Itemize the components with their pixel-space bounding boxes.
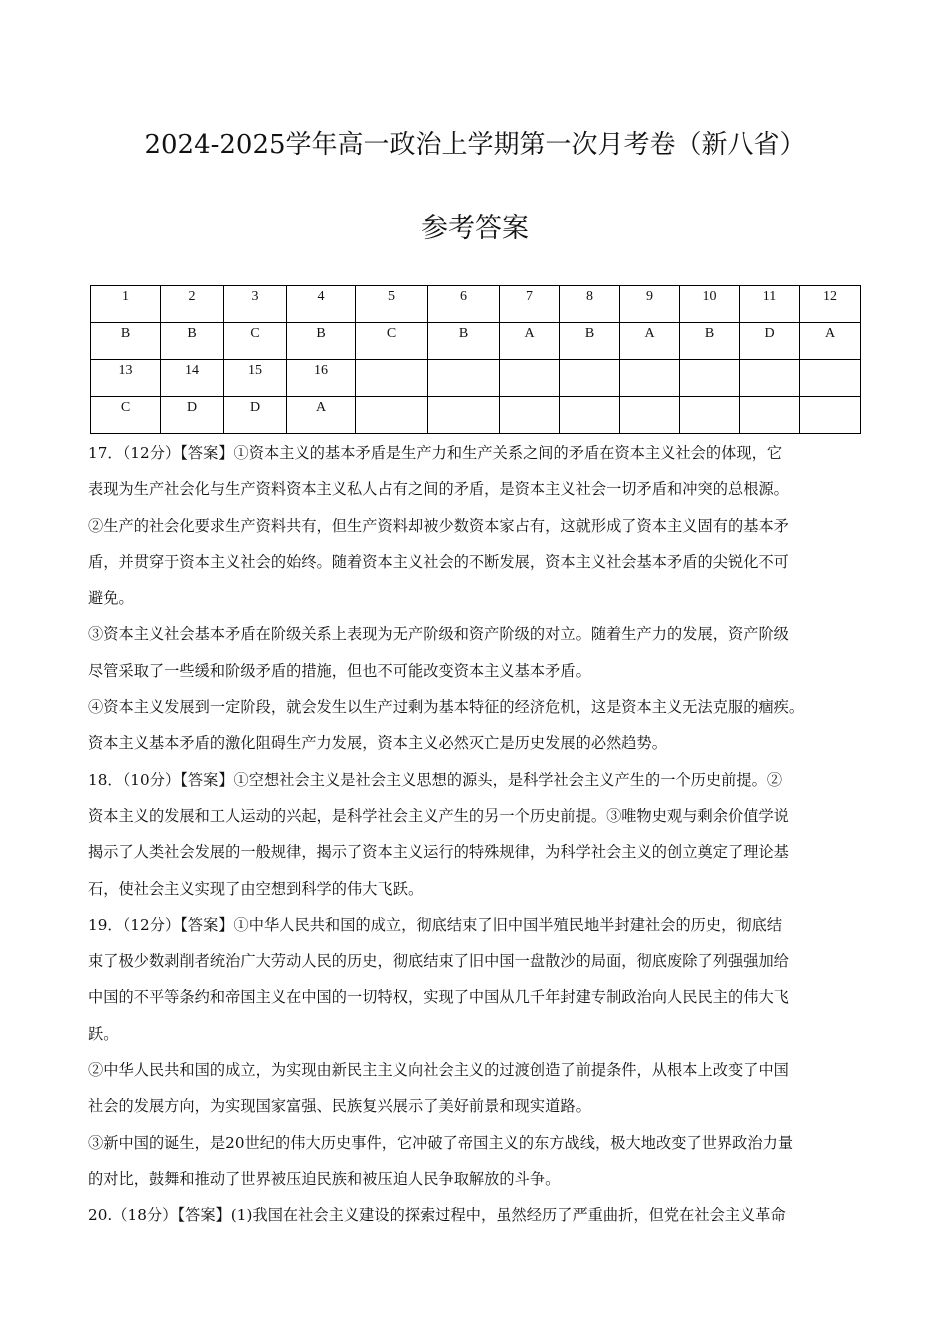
table-cell — [740, 360, 800, 397]
answer-table — [90, 285, 861, 434]
answer-text-line: 资本主义的发展和工人运动的兴起，是科学社会主义产生的另一个历史前提。③唯物史观与剩余价值学说 — [88, 806, 789, 825]
table-cell: B — [428, 323, 500, 360]
answer-text-line: 避免。 — [88, 589, 134, 608]
table-cell: 6 — [428, 286, 500, 323]
table-cell: 1 — [91, 286, 161, 323]
table-cell: 15 — [224, 360, 287, 397]
table-cell — [740, 397, 800, 434]
table-cell — [680, 360, 740, 397]
table-cell: 4 — [287, 286, 356, 323]
question-number-row — [91, 286, 861, 323]
table-cell: B — [560, 323, 620, 360]
table-cell — [500, 397, 560, 434]
answer-text-line: 表现为生产社会化与生产资料资本主义私人占有之间的矛盾，是资本主义社会一切矛盾和冲突的总根源。 — [88, 480, 789, 499]
answer-text-line: 19．（12分）【答案】①中华人民共和国的成立，彻底结束了旧中国半殖民地半封建社会的历史，彻底结 — [88, 915, 783, 934]
table-cell: B — [161, 323, 224, 360]
table-cell — [356, 360, 428, 397]
document-subtitle: 参考答案 — [421, 213, 529, 244]
answer-text-line: 盾，并贯穿于资本主义社会的始终。随着资本主义社会的不断发展，资本主义社会基本矛盾的尖锐化不可 — [88, 552, 789, 571]
table-cell — [800, 397, 861, 434]
table-cell: 10 — [680, 286, 740, 323]
answer-text-line: 18．（10分）【答案】①空想社会主义是社会主义思想的源头，是科学社会主义产生的一个历史前提。② — [88, 770, 783, 789]
table-cell: 5 — [356, 286, 428, 323]
table-cell: A — [287, 397, 356, 434]
table-cell — [560, 397, 620, 434]
table-cell: B — [91, 323, 161, 360]
table-cell — [800, 360, 861, 397]
table-cell: D — [224, 397, 287, 434]
table-cell: A — [800, 323, 861, 360]
answer-text-line: ②生产的社会化要求生产资料共有，但生产资料却被少数资本家占有，这就形成了资本主义固有的基本矛 — [88, 516, 789, 535]
table-cell — [560, 360, 620, 397]
table-cell: 12 — [800, 286, 861, 323]
question-number-row — [91, 360, 861, 397]
table-cell — [428, 360, 500, 397]
table-cell: 11 — [740, 286, 800, 323]
table-cell: 3 — [224, 286, 287, 323]
answer-text-line: ③新中国的诞生，是20世纪的伟大历史事件，它冲破了帝国主义的东方战线，极大地改变了世界政治力量 — [88, 1133, 794, 1152]
table-cell: 7 — [500, 286, 560, 323]
table-cell: B — [680, 323, 740, 360]
answer-text-line: 跃。 — [88, 1024, 119, 1043]
table-cell — [620, 397, 680, 434]
table-cell: 13 — [91, 360, 161, 397]
table-cell: 2 — [161, 286, 224, 323]
answer-row — [91, 397, 861, 434]
answer-text-line: 中国的不平等条约和帝国主义在中国的一切特权，实现了中国从几千年封建专制政治向人民民主的伟大飞 — [88, 988, 789, 1007]
answer-text-line: ④资本主义发展到一定阶段，就会发生以生产过剩为基本特征的经济危机，这是资本主义无法克服的痼疾。 — [88, 698, 805, 717]
table-cell: 16 — [287, 360, 356, 397]
table-cell: C — [91, 397, 161, 434]
answer-text-line: 石，使社会主义实现了由空想到科学的伟大飞跃。 — [88, 879, 424, 898]
table-cell — [428, 397, 500, 434]
table-cell: C — [224, 323, 287, 360]
table-cell — [500, 360, 560, 397]
table-cell: A — [620, 323, 680, 360]
table-cell — [680, 397, 740, 434]
table-cell: C — [356, 323, 428, 360]
document-title: 2024-2025学年高一政治上学期第一次月考卷（新八省） — [144, 130, 806, 160]
table-cell: 14 — [161, 360, 224, 397]
table-cell — [356, 397, 428, 434]
answer-text-line: 尽管采取了一些缓和阶级矛盾的措施，但也不可能改变资本主义基本矛盾。 — [88, 661, 591, 680]
answer-text-line: 揭示了人类社会发展的一般规律，揭示了资本主义运行的特殊规律，为科学社会主义的创立奠定了理论基 — [88, 843, 789, 862]
table-cell: A — [500, 323, 560, 360]
table-cell — [620, 360, 680, 397]
answer-text-line: ③资本主义社会基本矛盾在阶级关系上表现为无产阶级和资产阶级的对立。随着生产力的发展，资产阶级 — [88, 625, 789, 644]
answer-text-line: 束了极少数剥削者统治广大劳动人民的历史，彻底结束了旧中国一盘散沙的局面，彻底废除了列强强加给 — [88, 952, 789, 971]
table-cell: D — [161, 397, 224, 434]
answer-text-line: 资本主义基本矛盾的激化阻碍生产力发展，资本主义必然灭亡是历史发展的必然趋势。 — [88, 734, 668, 753]
answer-text-line: 20.（18分）【答案】(1)我国在社会主义建设的探索过程中，虽然经历了严重曲折，但党在社会主义革命 — [88, 1206, 786, 1225]
table-cell: B — [287, 323, 356, 360]
answer-text-line: 社会的发展方向，为实现国家富强、民族复兴展示了美好前景和现实道路。 — [88, 1097, 591, 1116]
answer-row — [91, 323, 861, 360]
answer-text-line: ②中华人民共和国的成立，为实现由新民主主义向社会主义的过渡创造了前提条件，从根本上改变了中国 — [88, 1061, 789, 1080]
answer-body — [88, 435, 878, 1234]
answer-text-line: 17．（12分）【答案】①资本主义的基本矛盾是生产力和生产关系之间的矛盾在资本主义社会的体现，它 — [88, 444, 783, 462]
answer-text-line: 的对比，鼓舞和推动了世界被压迫民族和被压迫人民争取解放的斗争。 — [88, 1169, 561, 1188]
table-cell: 9 — [620, 286, 680, 323]
table-cell: 8 — [560, 286, 620, 323]
table-cell: D — [740, 323, 800, 360]
